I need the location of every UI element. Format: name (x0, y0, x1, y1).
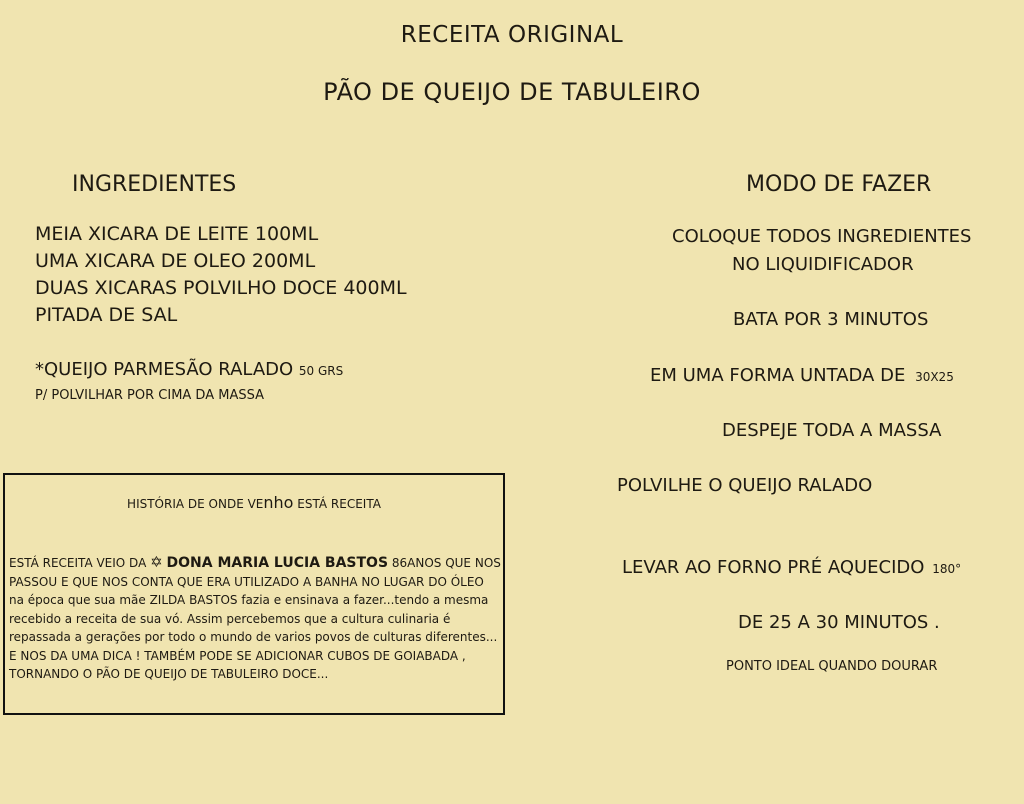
cheese-amount: 50 GRS (298, 364, 344, 378)
oven-temperature: 180° (932, 562, 962, 576)
cheese-label: *QUEIJO PARMESÃO RALADO (35, 359, 294, 380)
pan-size: 30X25 (915, 370, 954, 384)
ingredient-item: UMA XICARA DE OLEO 200ML (35, 250, 316, 272)
method-step-1-cont: NO LIQUIDIFICADOR (732, 254, 914, 275)
story-intro: ESTÁ RECEITA VEIO DA (9, 556, 151, 570)
method-step-8: PONTO IDEAL QUANDO DOURAR (726, 659, 938, 674)
cheese-ingredient (35, 359, 343, 380)
ingredient-item: DUAS XICARAS POLVILHO DOCE 400ML (35, 277, 407, 299)
story-title-part: HISTÓRIA DE ONDE VE (127, 497, 264, 511)
method-step-2: BATA POR 3 MINUTOS (733, 309, 929, 330)
method-step-6-text: LEVAR AO FORNO PRÉ AQUECIDO (622, 557, 925, 578)
story-box (3, 473, 505, 715)
star-of-david-icon: ✡ (150, 553, 163, 571)
story-title-part: nho (263, 493, 294, 512)
story-text: NOS PASSOU E QUE NOS CONTA QUE ERA UTILIZADO A BANHA NO LUGAR DO ÓLEO na época que sua mãe ZILDA BASTOS fazia e ensinava a fazer...tendo a mesma recebido a receita de sua vó. Assim percebemos que a cultura culinaria é repassada a gerações por todo o mundo de varios povos de culturas diferentes... (9, 556, 501, 644)
page-title: RECEITA ORIGINAL (400, 22, 624, 48)
ingredient-item: MEIA XICARA DE LEITE 100ML (35, 223, 319, 245)
method-heading: MODO DE FAZER (746, 172, 932, 197)
story-age: 86ANOS QUE (388, 556, 472, 570)
method-step-6 (622, 557, 961, 578)
story-body (9, 553, 501, 684)
method-step-7: DE 25 A 30 MINUTOS . (738, 612, 940, 633)
story-person-name: DONA MARIA LUCIA BASTOS (166, 555, 389, 571)
recipe-name: PÃO DE QUEIJO DE TABULEIRO (323, 78, 701, 106)
method-step-5: POLVILHE O QUEIJO RALADO (617, 475, 873, 496)
method-step-3 (650, 365, 954, 386)
method-step-1: COLOQUE TODOS INGREDIENTES (672, 226, 972, 247)
story-tip: E NOS DA UMA DICA ! TAMBÉM PODE SE ADICIONAR CUBOS DE GOIABADA , TORNANDO O PÃO DE QUEIJO DE TABULEIRO DOCE... (9, 648, 466, 681)
story-title (5, 493, 503, 512)
sprinkle-note: P/ POLVILHAR POR CIMA DA MASSA (35, 388, 264, 403)
method-step-3-text: EM UMA FORMA UNTADA DE (650, 365, 906, 386)
ingredient-item: PITADA DE SAL (35, 304, 178, 326)
ingredients-heading: INGREDIENTES (72, 172, 237, 197)
method-step-4: DESPEJE TODA A MASSA (722, 420, 942, 441)
story-title-part: ESTÁ RECEITA (293, 497, 381, 511)
ingredients-list (35, 221, 407, 329)
